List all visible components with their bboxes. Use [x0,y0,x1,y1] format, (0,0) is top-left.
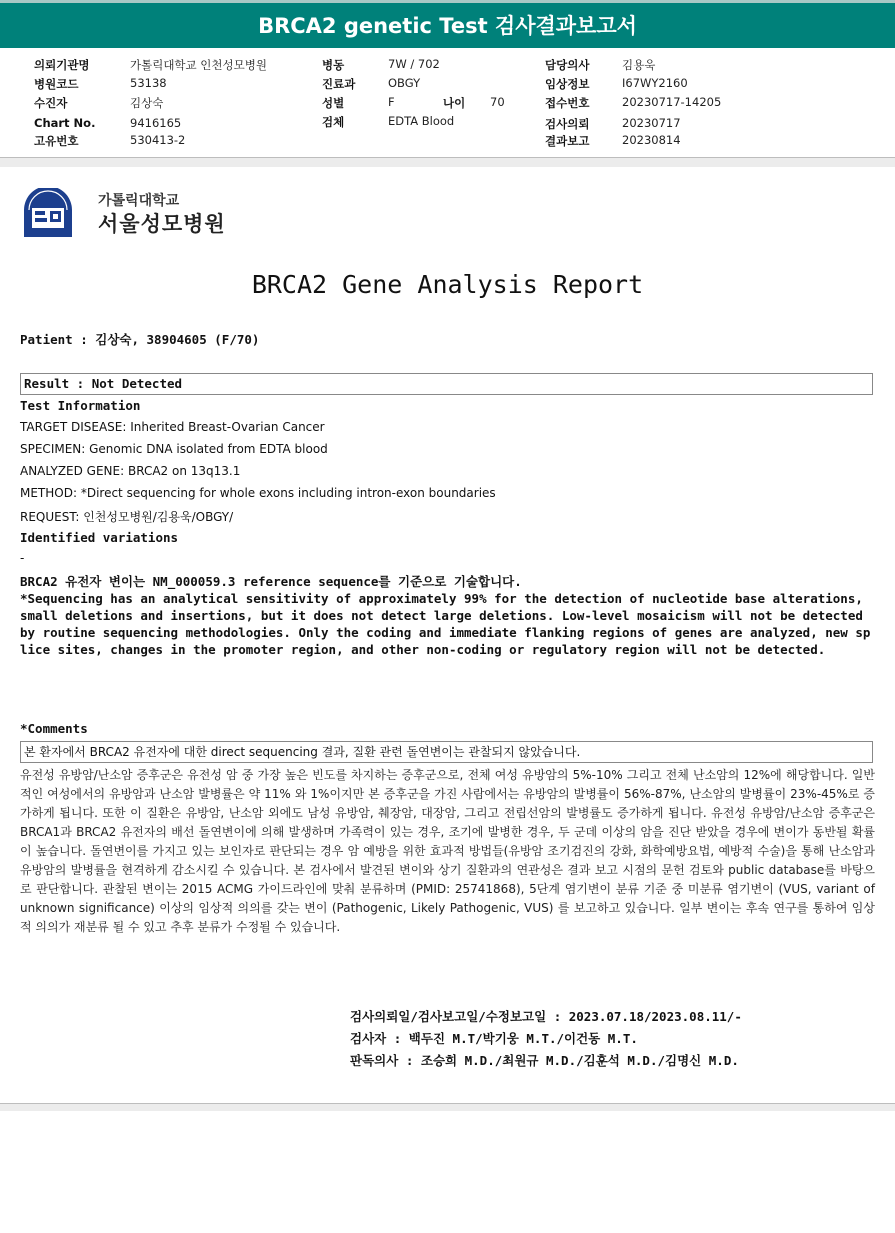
label-hospital-code: 병원코드 [34,77,79,91]
reading-doctor-line: 판독의사 : 조승희 M.D./최원규 M.D./김훈석 M.D./김명신 M.D. [350,1053,739,1068]
analyzed-gene: ANALYZED GENE: BRCA2 on 13q13.1 [20,464,241,478]
examiner-line: 검사자 : 백두진 M.T/박기웅 M.T./이건동 M.T. [350,1031,638,1046]
result-box: Result : Not Detected [20,373,873,395]
label-clinical-info: 임상정보 [545,77,590,91]
label-result-report-date: 결과보고 [545,134,590,148]
value-test-request-date: 20230717 [622,116,681,130]
method: METHOD: *Direct sequencing for whole exons including intron-exon boundaries [20,486,496,500]
reference-note: BRCA2 유전자 변이는 NM_000059.3 reference sequence를 기준으로 기술합니다. [20,574,522,589]
value-requesting-institution: 가톨릭대학교 인천성모병원 [130,58,267,72]
report-dates-line: 검사의뢰일/검사보고일/수정보고일 : 2023.07.18/2023.08.11/- [350,1009,742,1024]
test-information-heading: Test Information [20,398,141,413]
hospital-emblem-icon [20,188,76,238]
hospital-logo [20,188,250,240]
value-department: OBGY [388,76,421,90]
label-requesting-institution: 의뢰기관명 [34,58,90,72]
value-clinical-info: I67WY2160 [622,76,688,90]
label-specimen: 검체 [322,115,345,129]
logo-university-text: 가톨릭대학교 [98,193,180,209]
value-receipt-number: 20230717-14205 [622,95,722,109]
value-age: 70 [490,95,505,109]
header-divider [0,157,895,167]
sequencing-note: *Sequencing has an analytical sensitivity of approximately 99% for the detection of nucleotide base alterations, small deletions and insertions, but it does not detect large deletions. Low-level mosaicism will not be detected by routine sequencing methodologies. Only the coding and immediate flanking regions of genes are analyzed, new splice sites, changes in the promoter region, and other non-coding or regulatory region will not be detected. [20,591,871,657]
label-receipt-number: 접수번호 [545,96,590,110]
label-unique-id: 고유번호 [34,134,79,148]
value-patient-name: 김상숙 [130,96,164,110]
target-disease: TARGET DISEASE: Inherited Breast-Ovarian Cancer [20,420,325,434]
label-attending-doctor: 담당의사 [545,58,590,72]
value-unique-id: 530413-2 [130,133,186,147]
report-header-title: BRCA2 genetic Test 검사결과보고서 [0,0,895,48]
label-department: 진료과 [322,77,356,91]
comments-heading: *Comments [20,721,88,736]
logo-hospital-name: 서울성모병원 [98,212,226,236]
value-attending-doctor: 김용욱 [622,58,656,72]
value-sex: F [388,95,395,109]
value-chart-no: 9416165 [130,116,182,130]
label-age: 나이 [443,96,466,110]
identified-variations-heading: Identified variations [20,530,179,545]
value-specimen: EDTA Blood [388,114,455,128]
patient-info-header [0,54,895,154]
identified-variations-value: - [20,551,25,565]
label-test-request-date: 검사의뢰 [545,117,590,131]
report-title: BRCA2 Gene Analysis Report [251,270,644,299]
value-hospital-code: 53138 [130,76,167,90]
comment-summary-box: 본 환자에서 BRCA2 유전자에 대한 direct sequencing 결과, 질환 관련 돌연변이는 관찰되지 않았습니다. [20,741,873,763]
label-patient-name: 수진자 [34,96,68,110]
label-sex: 성별 [322,96,345,110]
value-ward: 7W / 702 [388,57,440,71]
footer-divider [0,1103,895,1111]
label-ward: 병동 [322,58,345,72]
patient-line: Patient : 김상숙, 38904605 (F/70) [20,332,260,347]
value-result-report-date: 20230814 [622,133,681,147]
specimen: SPECIMEN: Genomic DNA isolated from EDTA blood [20,442,328,456]
comment-body: 유전성 유방암/난소암 증후군은 유전성 암 중 가장 높은 빈도를 차지하는 증후군으로, 전체 여성 유방암의 5%-10% 그리고 전체 난소암의 12%에 해당합니다. 일반적인 여성에서의 유방암과 난소암 발병률은 약 11% 와 1%이지만 본 증후군을 가진 사람에서는 유방암의 발병률이 56%-87%, 난소암의 발병률이 23%-45%로 증가하게 됩니다. 또한 이 질환은 유방암, 난소암 외에도 남성 유방암, 췌장암, 대장암, 그리고 전립선암의 발병률도 증가하게 됩니다. 유전성 유방암/난소암 증후군은 BRCA1과 BRCA2 유전자의 배선 돌연변이에 의해 발생하며 가족력이 있는 경우, 조기에 발병한 경우, 두 군데 이상의 암을 진단 받았을 경우에 변이가 동반될 확률이 높습니다. 돌연변이를 가지고 있는 보인자로 판단되는 경우 암 예방을 위한 효과적 방법들(유방암 조기검진의 강화, 화학예방요법, 예방적 수술)을 통해 난소암과 유방암의 발병률을 현격하게 감소시킬 수 있습니다. 본 검사에서 발견된 변이와 상기 질환과의 연관성은 결과 보고 시점의 문헌 검토와 public database를 바탕으로 판단합니다. 관찰된 변이는 2015 ACMG 가이드라인에 맞춰 분류하며 (PMID: 25741868), 5단계 염기변이 분류 기준 중 미분류 염기변이 (VUS, variant of unknown significance) 이상의 임상적 의의를 갖는 변이 (Pathogenic, Likely Pathogenic, VUS) 를 보고하고 있습니다. 일부 변이는 후속 연구를 통하여 임상적 의의가 재분류 될 수 있고 추후 분류가 수정될 수 있습니다. [20,768,875,934]
label-chart-no: Chart No. [34,116,96,130]
request: REQUEST: 인천성모병원/김용욱/OBGY/ [20,510,234,524]
